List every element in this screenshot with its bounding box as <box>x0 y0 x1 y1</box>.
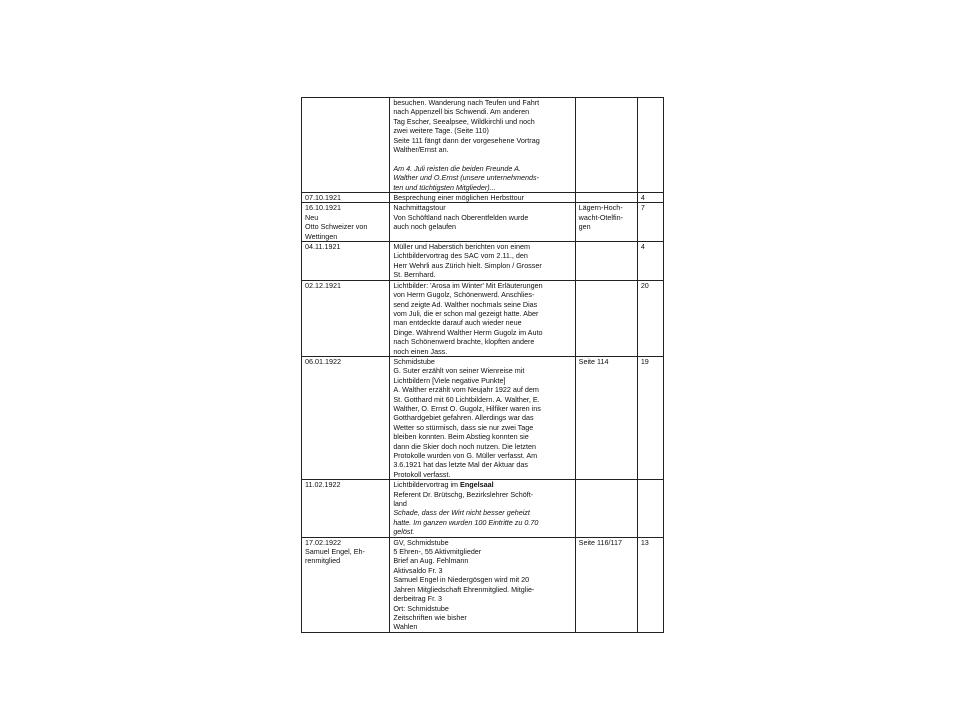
date-line <box>305 203 386 212</box>
line-text: dann die Skier doch noch nutzen. Die letzten <box>393 441 536 451</box>
line-text: Zeitschriften wie bisher <box>393 612 467 622</box>
description-cell <box>390 356 575 479</box>
reference-cell <box>575 280 637 356</box>
date-line <box>305 232 386 241</box>
protocol-table-body <box>302 98 664 633</box>
line-text: 07.10.1921 <box>305 193 341 203</box>
description-line <box>393 366 571 375</box>
date-line <box>305 538 386 547</box>
line-text: St. Gotthard mit 60 Lichtbildern. A. Walther, E. <box>393 394 540 404</box>
description-line <box>393 423 571 432</box>
line-text: Lichtbildern [Viele negative Punkte] <box>393 375 506 385</box>
description-line <box>393 575 571 584</box>
date-line <box>305 222 386 231</box>
description-line <box>393 203 571 212</box>
date-cell <box>302 537 390 632</box>
description-line <box>393 499 571 508</box>
protocol-table <box>301 97 664 633</box>
line-text: Nachmittagstour <box>393 203 446 213</box>
description-line <box>393 126 571 135</box>
count-cell <box>637 98 663 193</box>
description-line <box>393 538 571 547</box>
date-line <box>305 213 386 222</box>
reference-cell <box>575 193 637 203</box>
line-text: von Herrn Gugolz, Schönenwerd. Anschlies- <box>393 290 535 300</box>
line-text: Lägern-Hoch- <box>578 203 623 213</box>
date-cell <box>302 356 390 479</box>
line-text: Besprechung einer möglichen Herbsttour <box>393 193 524 203</box>
reference-cell <box>575 480 637 537</box>
line-text: nach Appenzell bis Schwendi. Am anderen <box>393 107 530 117</box>
description-line <box>393 556 571 565</box>
line-text: Wetter so stürmisch, dass sie nur zwei Tage <box>393 422 534 432</box>
table-row <box>302 242 664 281</box>
description-line <box>393 395 571 404</box>
description-line <box>393 290 571 299</box>
line-text: hatte. Im ganzen wurden 100 Eintritte zu 0.70 <box>393 517 539 527</box>
line-text: Samuel Engel in Niedergösgen wird mit 20 <box>393 575 530 585</box>
line-text: Tag Escher, Seealpsee, Wildkirchli und noch <box>393 116 535 126</box>
description-line <box>393 347 571 356</box>
description-line <box>393 261 571 270</box>
count-cell <box>637 280 663 356</box>
description-line <box>393 300 571 309</box>
description-line <box>393 404 571 413</box>
description-line <box>393 136 571 145</box>
table-row <box>302 480 664 537</box>
reference-line <box>579 538 634 547</box>
line-text: St. Bernhard. <box>393 270 436 280</box>
line-text: Otto Schweizer von <box>305 222 368 232</box>
table-row <box>302 193 664 203</box>
line-text: A. Walther erzählt vom Neujahr 1922 auf dem <box>393 385 539 395</box>
description-line <box>393 547 571 556</box>
description-cell <box>390 480 575 537</box>
description-line <box>393 451 571 460</box>
count-value: 19 <box>640 356 649 366</box>
description-line <box>393 594 571 603</box>
description-line <box>393 222 571 231</box>
count-value: 4 <box>640 242 645 252</box>
line-text: wacht-Otelfin- <box>578 212 624 222</box>
line-text: Walther, O. Ernst O. Gugolz, Hilfiker waren ins <box>393 403 541 413</box>
line-text: derbeitrag Fr. 3 <box>393 594 443 604</box>
line-text: Samuel Engel, Eh- <box>305 547 365 557</box>
description-line <box>393 527 571 536</box>
description-line <box>393 566 571 575</box>
description-line <box>393 385 571 394</box>
description-cell <box>390 193 575 203</box>
reference-cell <box>575 537 637 632</box>
table-row <box>302 280 664 356</box>
reference-line <box>579 357 634 366</box>
line-text: gen <box>578 222 591 232</box>
description-line <box>393 413 571 422</box>
date-line <box>305 480 386 489</box>
description-line <box>393 98 571 107</box>
date-line <box>305 281 386 290</box>
description-line <box>393 318 571 327</box>
description-cell <box>390 242 575 281</box>
line-text: Schade, dass der Wirt nicht besser geheizt <box>393 508 530 518</box>
description-line <box>393 518 571 527</box>
line-text: nach Schönenwerd brachte, klopften andere <box>393 337 535 347</box>
description-line <box>393 328 571 337</box>
date-cell <box>302 480 390 537</box>
count-cell <box>637 193 663 203</box>
description-line <box>393 117 571 126</box>
line-text: Seite 114 <box>578 356 609 366</box>
line-text: Lichtbilder: 'Arosa im Winter' Mit Erläuterungen <box>393 280 543 290</box>
description-line <box>393 193 571 202</box>
description-cell <box>390 537 575 632</box>
line-text: Müller und Haberstich berichten von einem <box>393 242 530 252</box>
date-line <box>305 193 386 202</box>
line-text: Von Schöftland nach Oberentfelden wurde <box>393 212 529 222</box>
count-value: 4 <box>640 193 645 203</box>
line-text: Walther/Ernst an. <box>393 145 449 155</box>
description-line <box>393 480 571 489</box>
line-text: Brief an Aug. Fehlmann <box>393 556 469 566</box>
line-text: 11.02.1922 <box>305 480 341 490</box>
date-cell <box>302 193 390 203</box>
line-text: Protokoll verfasst. <box>393 469 451 479</box>
reference-line <box>579 203 634 212</box>
line-text: 17.02.1922 <box>305 537 341 547</box>
line-text: Seite 116/117 <box>578 537 622 547</box>
date-line <box>305 547 386 556</box>
description-line <box>393 309 571 318</box>
line-text: Lichtbildervortrag des SAC vom 2.11., den <box>393 251 528 261</box>
count-value: 20 <box>640 280 649 290</box>
description-cell <box>390 203 575 242</box>
reference-line <box>579 222 634 231</box>
line-text: man entdeckte darauf auch wieder neue <box>393 318 522 328</box>
description-line <box>393 376 571 385</box>
count-value: 7 <box>640 203 645 213</box>
line-text: Walther und O.Ernst (unsere unternehmends- <box>393 173 539 183</box>
count-cell <box>637 242 663 281</box>
description-cell <box>390 98 575 193</box>
line-text: land <box>393 499 407 509</box>
line-text: besuchen. Wanderung nach Teufen und Fahrt <box>393 98 540 107</box>
description-line <box>393 613 571 622</box>
line-text: Protokolle wurden von G. Müller verfasst. Am <box>393 451 538 461</box>
line-text: vom Juli, die er schon mal gezeigt hatte. Aber <box>393 308 539 318</box>
date-cell <box>302 203 390 242</box>
line-text: Aktivsaldo Fr. 3 <box>393 565 443 575</box>
bold-text: Engelsaal <box>460 480 494 490</box>
reference-cell <box>575 98 637 193</box>
description-cell <box>390 280 575 356</box>
date-cell <box>302 242 390 281</box>
description-line <box>393 281 571 290</box>
description-line <box>393 251 571 260</box>
reference-line <box>579 213 634 222</box>
line-text: G. Suter erzählt von seiner Wienreise mit <box>393 366 525 376</box>
description-line <box>393 242 571 251</box>
line-text: GV, Schmidstube <box>393 537 449 547</box>
line-text: gelöst. <box>393 527 415 537</box>
blank-line <box>393 154 571 163</box>
line-text: Herr Wehrli aus Zürich hielt. Simplon / Grosser <box>393 260 542 270</box>
line-text: 06.01.1922 <box>305 356 341 366</box>
date-line <box>305 556 386 565</box>
reference-cell <box>575 203 637 242</box>
line-text: Dinge. Während Walther Herrn Gugolz im Auto <box>393 327 543 337</box>
line-text: Wahlen <box>393 622 418 632</box>
description-line <box>393 213 571 222</box>
reference-cell <box>575 356 637 479</box>
line-text: Wettingen <box>305 231 338 241</box>
count-cell <box>637 480 663 537</box>
count-value: 13 <box>640 537 649 547</box>
description-line <box>393 622 571 631</box>
date-cell <box>302 280 390 356</box>
date-line <box>305 357 386 366</box>
line-text: 16.10.1921 <box>305 203 341 213</box>
description-line <box>393 107 571 116</box>
table-row <box>302 98 664 193</box>
line-text: Ort: Schmidstube <box>393 603 449 613</box>
description-line <box>393 164 571 173</box>
description-line <box>393 337 571 346</box>
description-line <box>393 442 571 451</box>
line-text: Lichtbildervortrag im <box>393 480 461 490</box>
description-line <box>393 470 571 479</box>
description-line <box>393 432 571 441</box>
line-text: Schmidstube <box>393 356 435 366</box>
description-line <box>393 460 571 469</box>
table-row <box>302 356 664 479</box>
count-cell <box>637 356 663 479</box>
description-line <box>393 604 571 613</box>
line-text: bleiben konnten. Beim Abstieg konnten sie <box>393 432 529 442</box>
description-line <box>393 585 571 594</box>
date-line <box>305 242 386 251</box>
line-text: send zeigte Ad. Walther nochmals seine Dias <box>393 299 538 309</box>
line-text: Gotthardgebiet gefahren. Allerdings war das <box>393 413 534 423</box>
line-text: Neu <box>305 212 319 222</box>
line-text: noch einen Jass. <box>393 346 448 356</box>
line-text: 5 Ehren-, 55 Aktivmitglieder <box>393 547 482 557</box>
line-text: Jahren Mitgliedschaft Ehrenmitglied. Mitglie- <box>393 584 535 594</box>
description-line <box>393 508 571 517</box>
line-text: Seite 111 fängt dann der vorgesehene Vortrag <box>393 135 540 145</box>
line-text: zwei weitere Tage. (Seite 110) <box>393 126 489 136</box>
table-row <box>302 203 664 242</box>
description-line <box>393 183 571 192</box>
description-line <box>393 145 571 154</box>
line-text: renmitglied <box>305 556 341 566</box>
date-cell <box>302 98 390 193</box>
count-cell <box>637 537 663 632</box>
description-line <box>393 357 571 366</box>
table-row <box>302 537 664 632</box>
line-text: Am 4. Juli reisten die beiden Freunde A. <box>393 163 521 173</box>
description-line <box>393 173 571 182</box>
description-line <box>393 490 571 499</box>
count-cell <box>637 203 663 242</box>
line-text: 3.6.1921 hat das letzte Mal der Aktuar das <box>393 460 528 470</box>
line-text: ten und tüchtigsten Mitglieder)... <box>393 182 496 192</box>
line-text: 02.12.1921 <box>305 280 341 290</box>
line-text: 04.11.1921 <box>305 242 341 252</box>
reference-cell <box>575 242 637 281</box>
line-text: auch noch gelaufen <box>393 222 457 232</box>
line-text: Referent Dr. Brütschg, Bezirkslehrer Schöft- <box>393 489 534 499</box>
description-line <box>393 270 571 279</box>
